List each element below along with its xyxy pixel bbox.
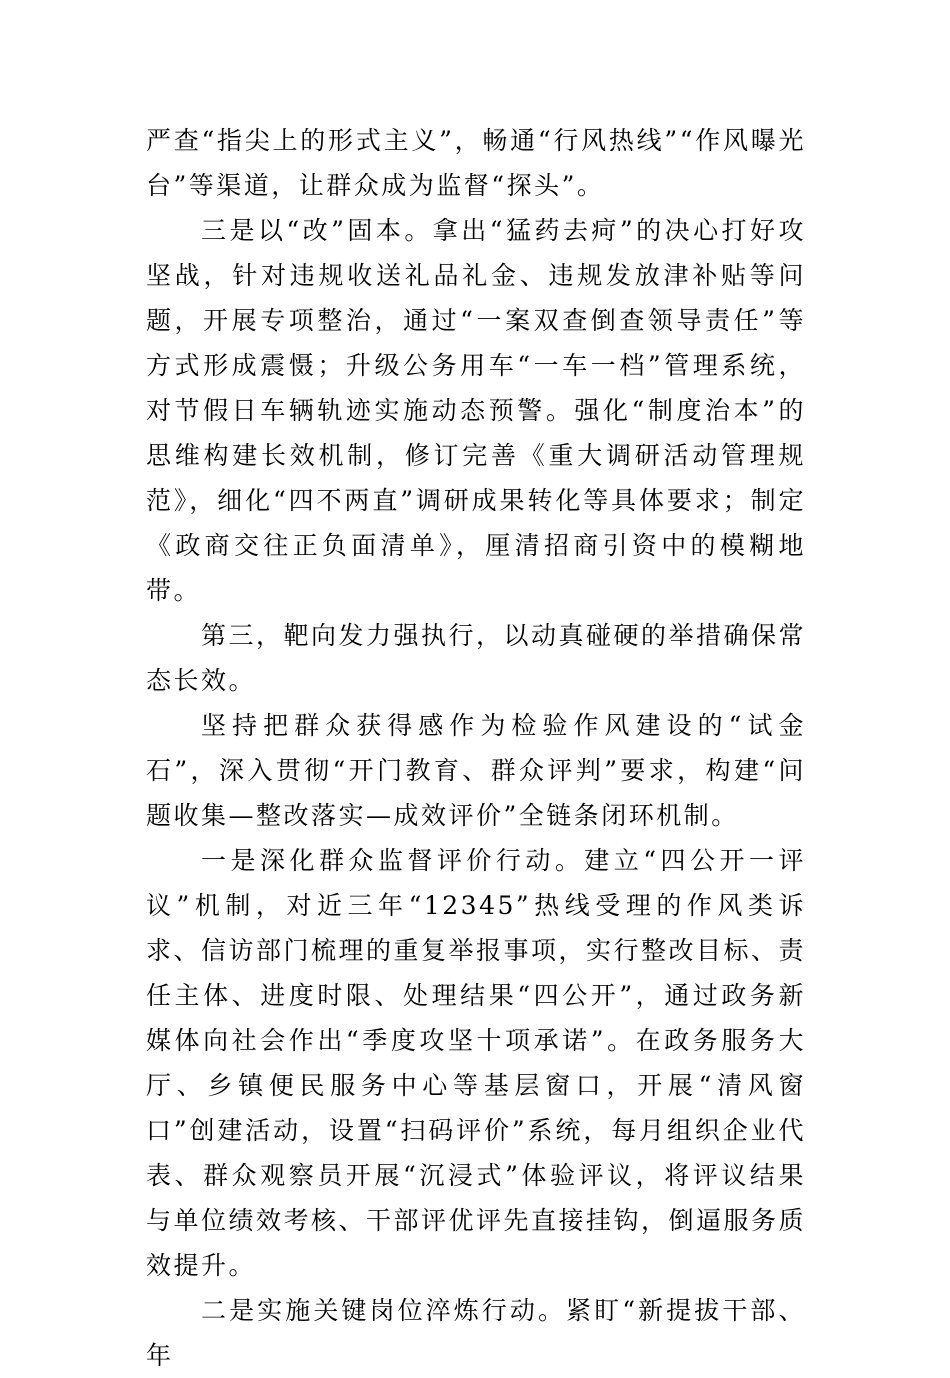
paragraph-2: 三是以“改”固本。拿出“猛药去疴”的决心打好攻坚战，针对违规收送礼品礼金、违规发放津补贴等问题，开展专项整治，通过“一案双查倒查领导责任”等方式形成震慑；升级公务用车“一车一档”管理系统，对节假日车辆轨迹实施动态预警。强化“制度治本”的思维构建长效机制，修订完善《重大调研活动管理规范》，细化“四不两直”调研成果转化等具体要求；制定《政商交往正负面清单》，厘清招商引资中的模糊地带。 (146, 216, 806, 605)
paragraph-5: 一是深化群众监督评价行动。建立“四公开一评议”机制，对近三年“12345”热线受理的作风类诉求、信访部门梳理的重复举报事项，实行整改目标、责任主体、进度时限、处理结果“四公开”，通过政务新媒体向社会作出“季度攻坚十项承诺”。在政务服务大厅、乡镇便民服务中心等基层窗口，开展“清风窗口”创建活动，设置“扫码评价”系统，每月组织企业代表、群众观察员开展“沉浸式”体验评议，将评议结果与单位绩效考核、干部评优评先直接挂钩，倒逼服务质效提升。 (146, 846, 807, 1280)
paragraph-3: 第三，靶向发力强执行，以动真碰硬的举措确保常态长效。 (146, 621, 807, 695)
paragraph-1: 严查“指尖上的形式主义”，畅通“行风热线”“作风曝光台”等渠道，让群众成为监督“探头”。 (146, 126, 806, 200)
paragraph-4: 坚持把群众获得感作为检验作风建设的“试金石”，深入贯彻“开门教育、群众评判”要求，构建“问题收集—整改落实—成效评价”全链条闭环机制。 (146, 711, 806, 830)
document-body (146, 118, 806, 1378)
paragraph-6: 二是实施关键岗位淬炼行动。紧盯“新提拔干部、年 (146, 1296, 806, 1370)
